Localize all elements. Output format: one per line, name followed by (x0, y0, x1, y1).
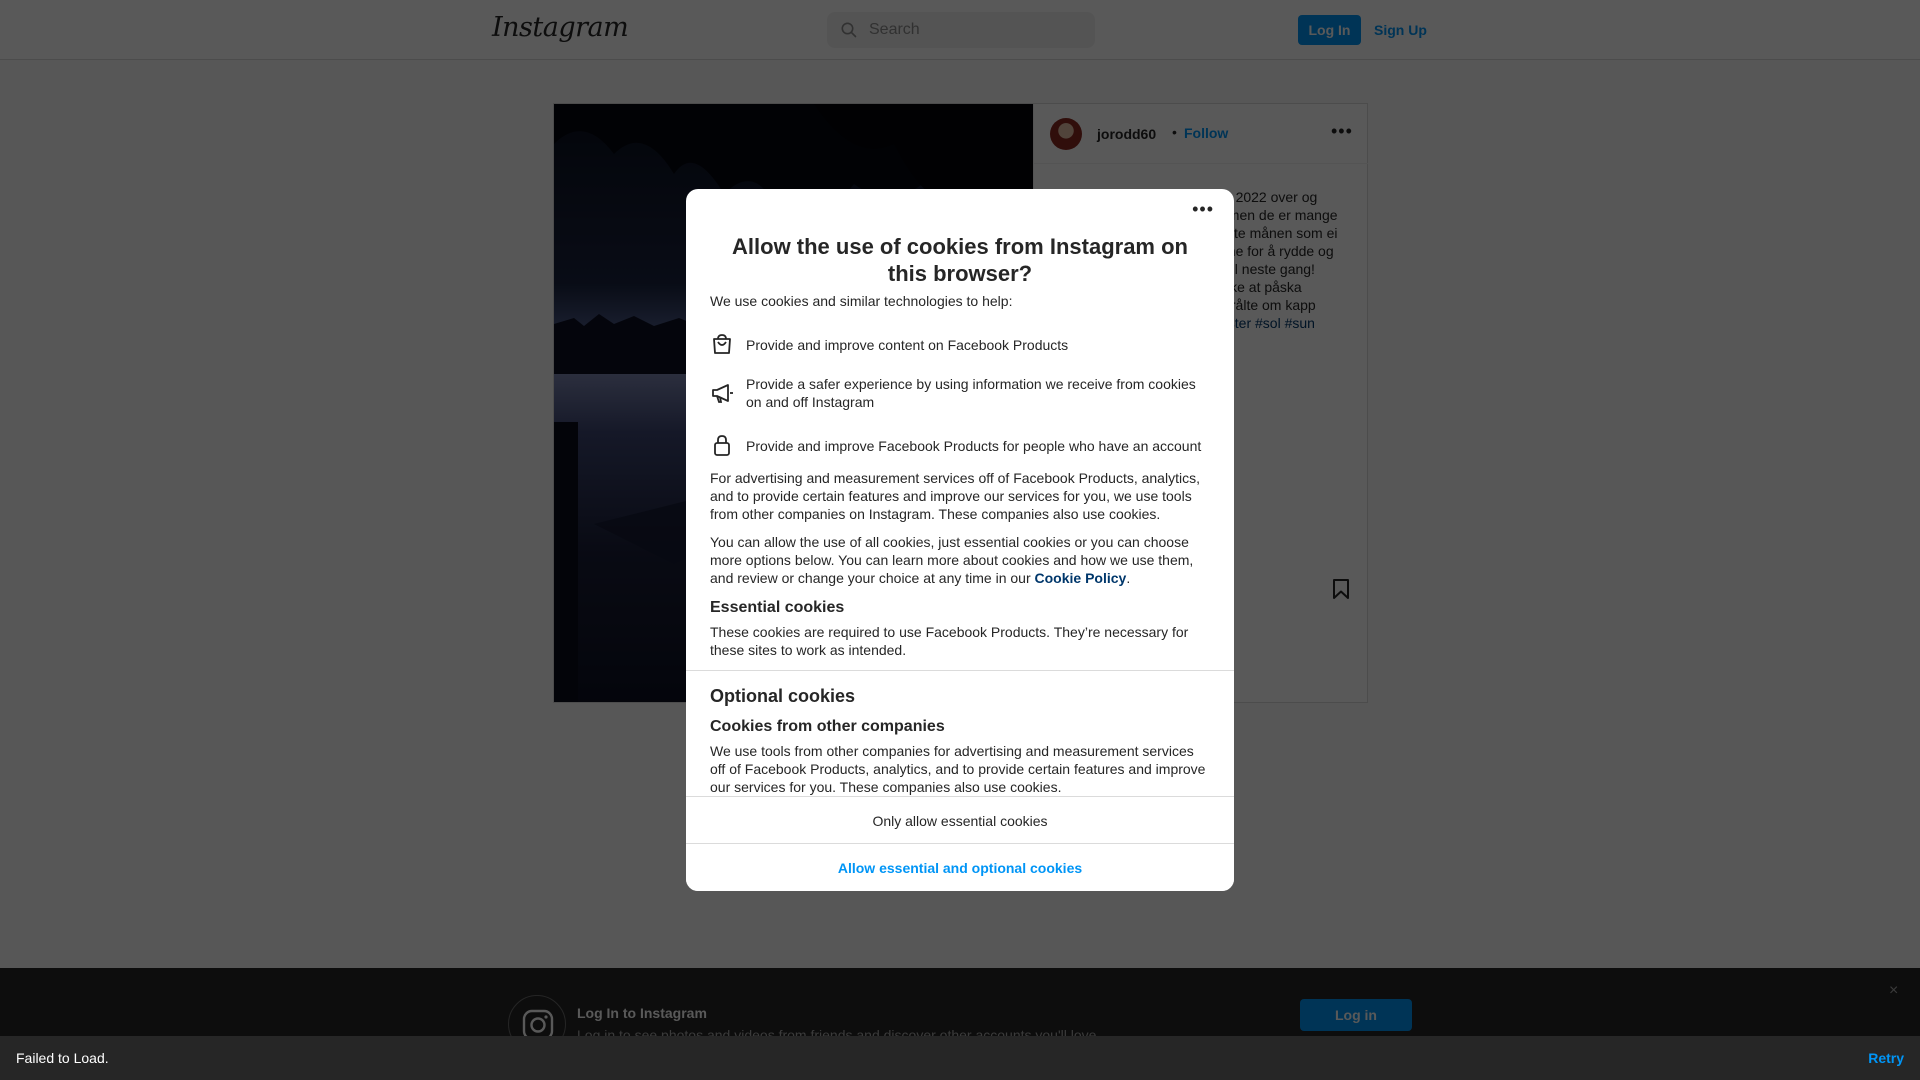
purpose-item (710, 332, 1210, 358)
cookie-policy-link[interactable]: Cookie Policy (1034, 570, 1127, 586)
divider (686, 670, 1234, 671)
megaphone-icon (710, 381, 734, 409)
dialog-intro: We use cookies and similar technologies to help: (710, 293, 1013, 309)
purpose-text: Provide and improve Facebook Products for people who have an account (746, 438, 1202, 454)
period: . (1126, 570, 1131, 586)
retry-button[interactable]: Retry (1868, 1050, 1904, 1066)
dialog-title: Allow the use of cookies from Instagram on this browser? (732, 234, 1188, 286)
only-essential-cookies-button[interactable]: Only allow essential cookies (686, 796, 1234, 844)
other-companies-heading: Cookies from other companies (710, 718, 945, 735)
optional-heading: Optional cookies (710, 686, 856, 706)
shopping-bag-icon (710, 332, 734, 360)
purpose-text: Provide and improve content on Facebook Products (746, 337, 1069, 353)
purpose-item (710, 375, 1210, 415)
essential-heading: Essential cookies (710, 599, 845, 616)
toast-message: Failed to Load. (16, 1050, 109, 1066)
purpose-text: Provide a safer experience by using information we receive from cookies on and off Instagram (746, 376, 1196, 410)
choice-paragraph (710, 533, 1210, 587)
advertising-paragraph: For advertising and measurement services off of Facebook Products, analytics, and to provide certain features and improve our services for you, we use tools from other companies on Instagram. These companies also use cookies. (710, 470, 1200, 522)
purpose-item (710, 433, 1210, 459)
allow-all-cookies-button[interactable]: Allow essential and optional cookies (686, 843, 1234, 891)
lock-icon (710, 433, 734, 461)
other-companies-text: We use tools from other companies for advertising and measurement services off of Facebook Products, analytics, and to provide certain features and improve our services for you. These companies also use cookies. (710, 743, 1206, 795)
choice-text: You can allow the use of all cookies, just essential cookies or you can choose more options below. You can learn more about cookies and how we use them, and review or change your choice at any time in our (710, 534, 1194, 586)
error-toast (0, 1036, 1920, 1080)
essential-text: These cookies are required to use Facebook Products. They’re necessary for these sites to work as intended. (710, 624, 1189, 658)
more-horizontal-icon[interactable]: ••• (1192, 199, 1214, 219)
cookie-consent-dialog (686, 189, 1234, 891)
